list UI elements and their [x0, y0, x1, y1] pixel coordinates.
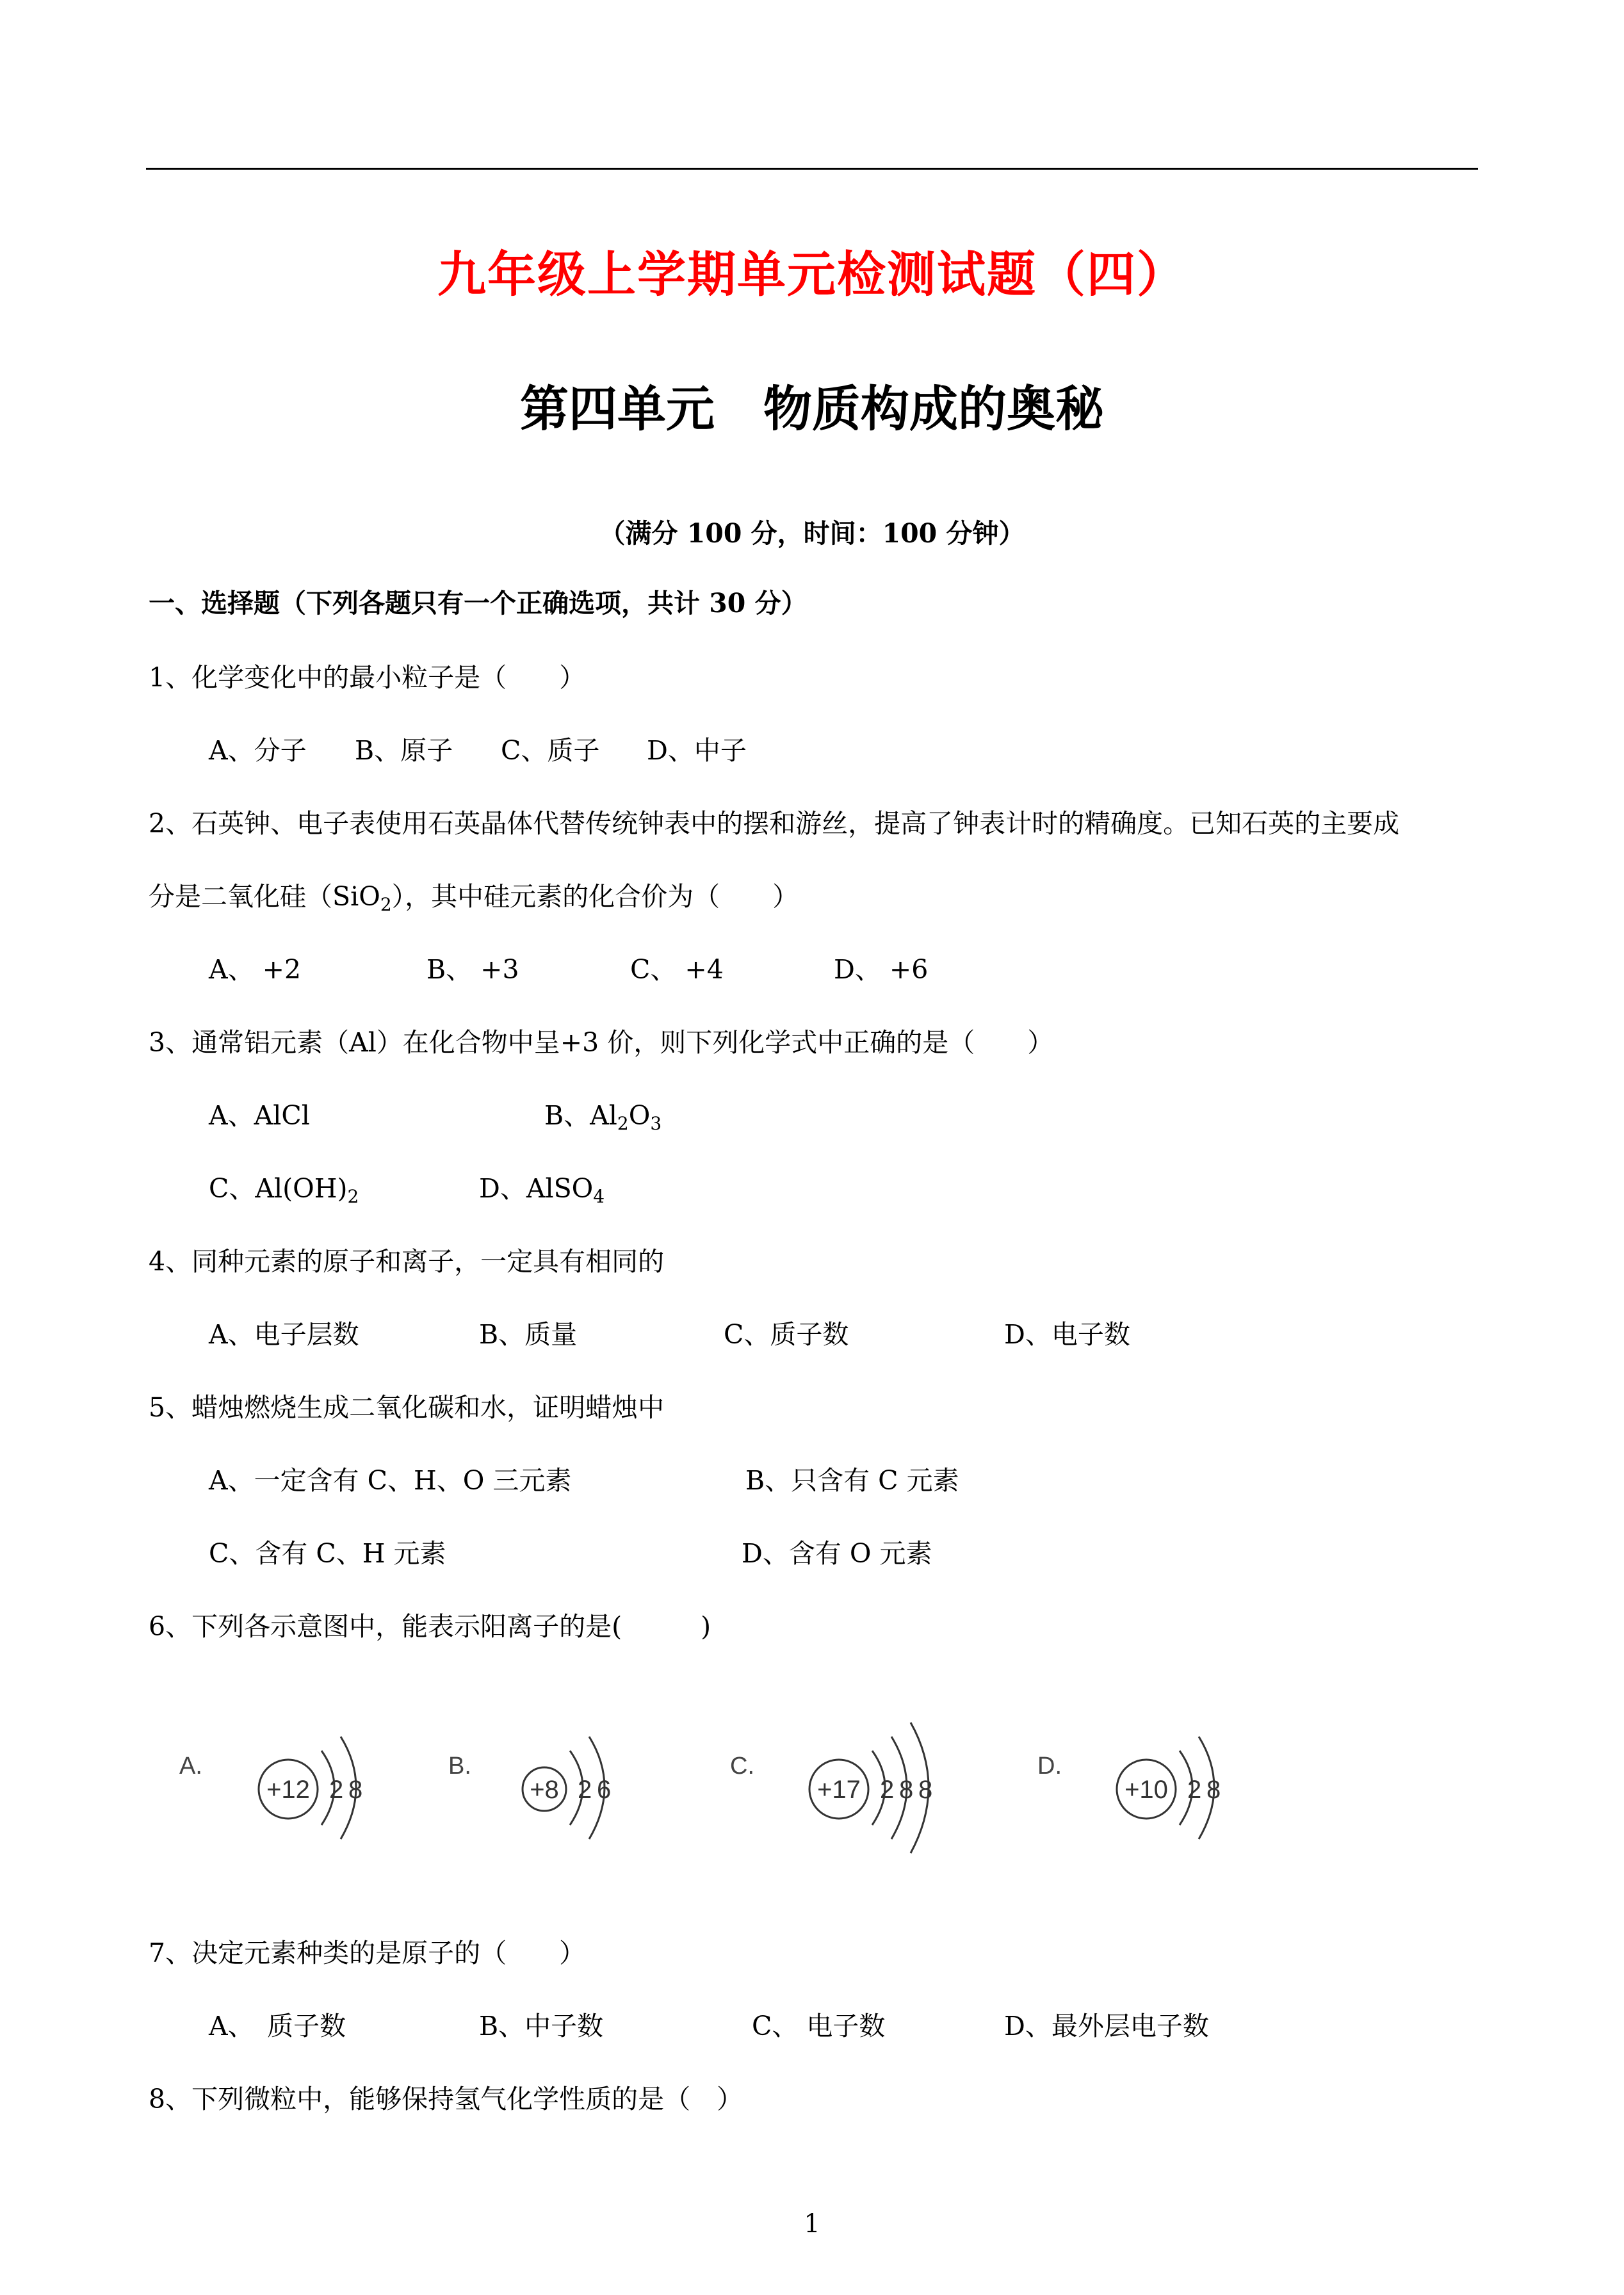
q3-option-c: [209, 1173, 359, 1207]
q2-option-b: B、 +3: [426, 954, 519, 985]
atom-structure-diagrams: [0, 1691, 1624, 1883]
atom-diagram-b: [448, 1737, 611, 1839]
nucleus-charge: +8: [530, 1776, 559, 1804]
q2-option-c: C、 +4: [630, 954, 724, 985]
q1-option-c: C、质子: [501, 735, 600, 766]
q4-option-a: A、电子层数: [209, 1319, 359, 1350]
q3-option-a-text: A、AlCl: [209, 1100, 310, 1131]
atom-diagram-c: [730, 1723, 932, 1853]
q7-option-a: A、 质子数: [209, 2011, 346, 2041]
question-5-stem: 5、蜡烛燃烧生成二氧化碳和水，证明蜡烛中: [149, 1392, 665, 1423]
q7-option-b: B、中子数: [479, 2011, 604, 2041]
shell-electron-count: 8: [899, 1776, 914, 1804]
shell-electron-count: 2: [880, 1776, 895, 1804]
q3-option-b-sub2: 3: [650, 1113, 662, 1134]
q3-option-d-sub: 4: [593, 1186, 605, 1207]
question-2-stem-line1: 2、石英钟、电子表使用石英晶体代替传统钟表中的摆和游丝，提高了钟表计时的精确度。已知石英的主要成: [149, 808, 1400, 839]
question-6-stem: 6、下列各示意图中，能表示阳离子的是( ): [149, 1611, 711, 1642]
q4-option-b: B、质量: [479, 1319, 578, 1350]
shell-electron-count: 2: [329, 1776, 344, 1804]
question-8-stem: 8、下列微粒中，能够保持氢气化学性质的是（ ）: [149, 2084, 743, 2114]
q3-option-b-pre: B、Al: [544, 1100, 617, 1131]
shell-electron-count: 8: [348, 1776, 363, 1804]
diagram-label: B.: [448, 1753, 471, 1780]
question-3-stem: 3、通常铝元素（Al）在化合物中呈+3 价，则下列化学式中正确的是（ ）: [149, 1027, 1054, 1058]
q5-option-c: C、含有 C、H 元素: [209, 1538, 446, 1569]
q3-option-c-pre: C、Al(OH): [209, 1173, 348, 1204]
q1-option-b: B、原子: [355, 735, 453, 766]
q3-option-b-sub1: 2: [617, 1113, 629, 1134]
q3-option-c-sub: 2: [347, 1186, 359, 1207]
q4-option-d: D、电子数: [1004, 1319, 1130, 1350]
nucleus-charge: +12: [266, 1776, 310, 1804]
shell-electron-count: 6: [597, 1776, 612, 1804]
shell-electron-count: 8: [1206, 1776, 1221, 1804]
q5-option-b: B、只含有 C 元素: [745, 1465, 959, 1496]
shell-electron-count: 2: [1187, 1776, 1202, 1804]
q1-option-a: A、分子: [209, 735, 307, 766]
header-rule: [146, 168, 1478, 170]
shell-electron-count: 8: [918, 1776, 933, 1804]
question-7-stem: 7、决定元素种类的是原子的（ ）: [149, 1938, 586, 1968]
atom-diagram-a: [179, 1737, 362, 1839]
q3-option-a: [209, 1100, 310, 1131]
q3-option-b: [544, 1100, 662, 1134]
diagram-label: C.: [730, 1753, 754, 1780]
q3-option-b-mid: O: [628, 1100, 651, 1131]
q1-option-d: D、中子: [647, 735, 747, 766]
q2-option-a: A、 +2: [209, 954, 302, 985]
shell-electron-count: 2: [578, 1776, 592, 1804]
q7-option-d: D、最外层电子数: [1004, 2011, 1209, 2041]
question-2-stem-line2: [149, 881, 799, 915]
q7-option-c: C、 电子数: [752, 2011, 886, 2041]
page-number: 1: [804, 2209, 820, 2239]
q3-option-d: [479, 1173, 605, 1207]
q2-subscript: 2: [380, 894, 392, 915]
q2-stem-part-a: 分是二氧化硅（SiO: [149, 881, 380, 912]
atom-diagram-d: [1037, 1737, 1221, 1839]
score-time-info: （满分 100 分，时间：100 分钟）: [599, 518, 1025, 549]
q3-option-d-pre: D、AlSO: [479, 1173, 594, 1204]
nucleus-charge: +17: [817, 1776, 861, 1804]
unit-subtitle: 第四单元 物质构成的奥秘: [520, 380, 1104, 437]
q2-option-d: D、 +6: [834, 954, 929, 985]
question-4-stem: 4、同种元素的原子和离子，一定具有相同的: [149, 1246, 665, 1277]
question-1-stem: 1、化学变化中的最小粒子是（ ）: [149, 662, 586, 693]
q5-option-d: D、含有 O 元素: [742, 1538, 932, 1569]
section-heading: 一、选择题（下列各题只有一个正确选项，共计 30 分）: [149, 588, 808, 619]
q2-stem-part-b: ），其中硅元素的化合价为（ ）: [391, 881, 799, 912]
exam-title: 九年级上学期单元检测试题（四）: [437, 246, 1187, 303]
diagram-label: D.: [1037, 1753, 1062, 1780]
q4-option-c: C、质子数: [724, 1319, 849, 1350]
q5-option-a: A、一定含有 C、H、O 三元素: [209, 1465, 572, 1496]
diagram-label: A.: [179, 1753, 202, 1780]
nucleus-charge: +10: [1125, 1776, 1168, 1804]
